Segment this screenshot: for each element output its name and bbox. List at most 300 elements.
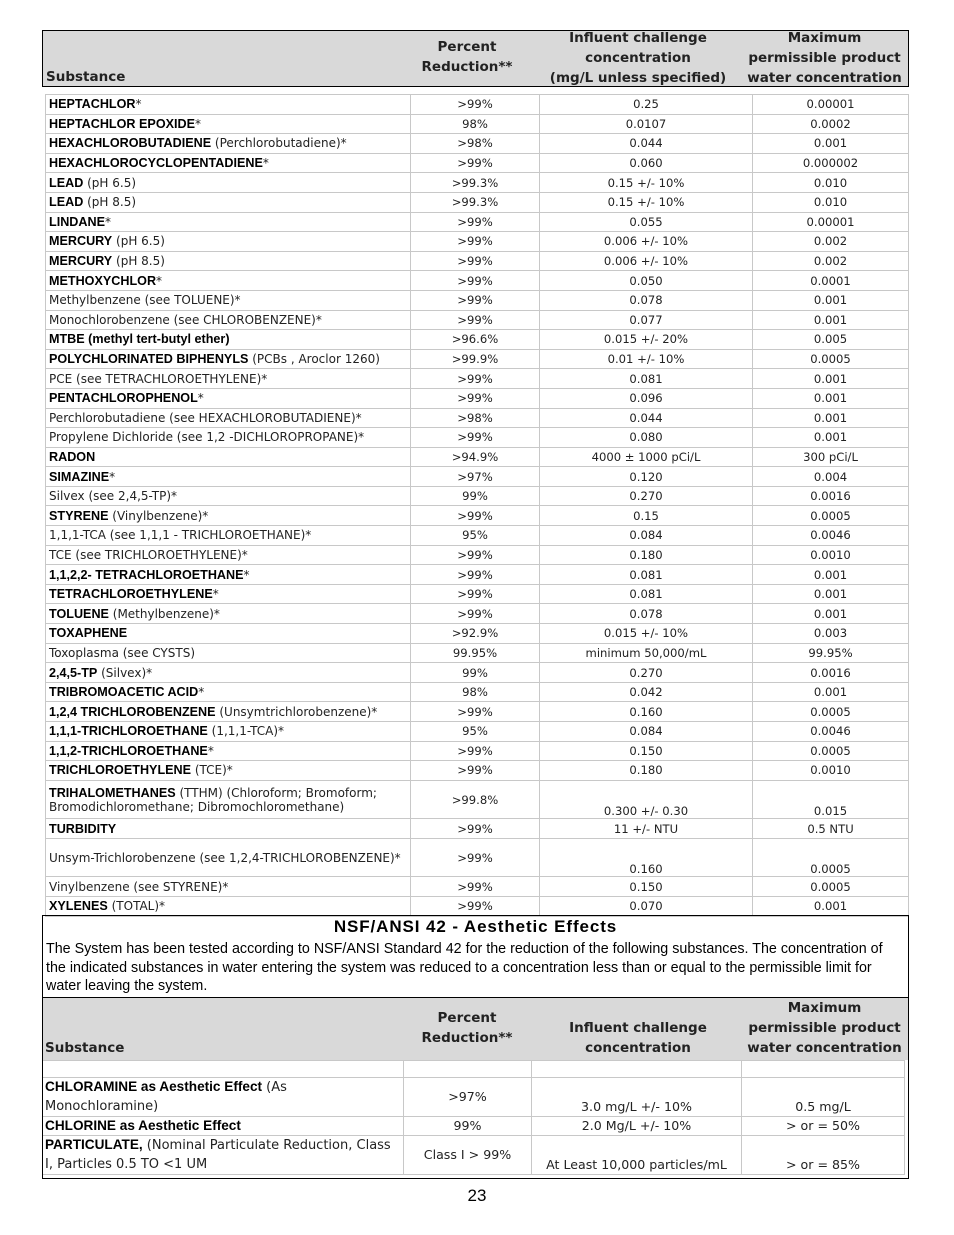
substance-cell xyxy=(46,682,411,702)
influent-cell: 0.080 xyxy=(540,428,753,448)
table-row xyxy=(46,761,909,781)
influent-cell: 0.077 xyxy=(540,310,753,330)
max-concentration-cell: 0.0005 xyxy=(753,349,909,369)
substance-cell xyxy=(46,330,411,350)
substance-name: HEPTACHLOR EPOXIDE xyxy=(49,116,196,131)
table-row xyxy=(46,643,909,663)
max-concentration-cell: 0.000002 xyxy=(753,153,909,173)
influent-cell: 0.084 xyxy=(540,526,753,546)
max-concentration-cell: 0.00001 xyxy=(753,95,909,115)
table-row xyxy=(46,722,909,742)
substance-name: 1,1,2,2- TETRACHLOROETHANE xyxy=(49,567,244,582)
substance-cell xyxy=(46,780,411,819)
table-row xyxy=(46,349,909,369)
max-concentration-cell: 0.00001 xyxy=(753,212,909,232)
substance-cell xyxy=(46,604,411,624)
max-concentration-cell: 0.001 xyxy=(753,134,909,154)
percent-reduction-cell: Class I > 99% xyxy=(404,1136,532,1175)
substance-name: TRICHLOROETHYLENE xyxy=(49,763,192,778)
substance-note: 1,1,1-TCA (see 1,1,1 - TRICHLOROETHANE)* xyxy=(49,528,312,543)
percent-reduction-cell: >99% xyxy=(411,232,540,252)
substance-cell xyxy=(46,565,411,585)
substance-name: TRIHALOMETHANES xyxy=(49,785,176,800)
influent-cell: 0.044 xyxy=(540,408,753,428)
percent-reduction-cell: >99% xyxy=(411,584,540,604)
percent-reduction-cell: 99% xyxy=(404,1117,532,1136)
percent-reduction-cell: >99% xyxy=(411,604,540,624)
table-row xyxy=(46,838,909,877)
table-row xyxy=(46,153,909,173)
table-row xyxy=(46,173,909,193)
table-row xyxy=(46,682,909,702)
influent-cell: 0.160 xyxy=(540,702,753,722)
empty-cell xyxy=(43,1061,404,1078)
substance-name: STYRENE xyxy=(49,508,109,523)
percent-reduction-cell: >99.8% xyxy=(411,780,540,819)
percent-reduction-cell: >99.9% xyxy=(411,349,540,369)
header2-influent-line1: Influent challenge xyxy=(569,1020,707,1036)
table-row xyxy=(46,702,909,722)
max-concentration-cell: 0.0016 xyxy=(753,663,909,683)
header2-percent xyxy=(407,1008,527,1048)
influent-cell: 0.006 +/- 10% xyxy=(540,251,753,271)
substance-note: (pH 8.5) xyxy=(112,254,165,269)
influent-cell: 0.050 xyxy=(540,271,753,291)
table-row xyxy=(46,192,909,212)
table-row xyxy=(46,310,909,330)
percent-reduction-cell: >99% xyxy=(411,251,540,271)
percent-reduction-cell: >98% xyxy=(411,134,540,154)
table-row xyxy=(46,251,909,271)
percent-reduction-cell: >99% xyxy=(411,369,540,389)
substance-note: Toxoplasma (see CYSTS) xyxy=(49,645,196,660)
percent-reduction-cell: >99% xyxy=(411,290,540,310)
substance-note: (pH 8.5) xyxy=(83,195,137,210)
influent-cell: 0.084 xyxy=(540,722,753,742)
percent-reduction-cell: 99% xyxy=(411,486,540,506)
header2-percent-line2: Reduction** xyxy=(421,1030,513,1046)
influent-cell: 0.015 +/- 10% xyxy=(540,624,753,644)
substance-note: Propylene Dichloride (see 1,2 -DICHLOROPROPANE)* xyxy=(49,430,365,445)
influent-cell: 0.01 +/- 10% xyxy=(540,349,753,369)
max-concentration-cell: 0.0010 xyxy=(753,545,909,565)
substance-cell xyxy=(46,232,411,252)
table1-header xyxy=(42,30,909,87)
substance-cell xyxy=(46,545,411,565)
table-row xyxy=(46,877,909,897)
percent-reduction-cell: >99% xyxy=(411,310,540,330)
percent-reduction-cell: >94.9% xyxy=(411,447,540,467)
percent-reduction-cell: >92.9% xyxy=(411,624,540,644)
substance-note: * xyxy=(135,97,142,112)
percent-reduction-cell: >97% xyxy=(411,467,540,487)
percent-reduction-cell: >99% xyxy=(411,565,540,585)
percent-reduction-cell: 99.95% xyxy=(411,643,540,663)
substance-name: TETRACHLOROETHYLENE xyxy=(49,587,213,602)
percent-reduction-cell: 98% xyxy=(411,682,540,702)
percent-reduction-cell: >96.6% xyxy=(411,330,540,350)
table-row xyxy=(46,584,909,604)
influent-cell: 2.0 Mg/L +/- 10% xyxy=(532,1117,742,1136)
substance-cell xyxy=(46,212,411,232)
table-row xyxy=(46,506,909,526)
substance-note: (Methylbenzene)* xyxy=(108,606,220,621)
substance-cell xyxy=(46,388,411,408)
max-concentration-cell: 0.002 xyxy=(753,232,909,252)
substance-note: * xyxy=(109,469,116,484)
substance-note: (Unsymtrichlorobenzene)* xyxy=(215,704,378,719)
substance-cell xyxy=(46,153,411,173)
percent-reduction-cell: >99% xyxy=(411,702,540,722)
percent-reduction-cell: >99% xyxy=(411,95,540,115)
substance-note: Methylbenzene (see TOLUENE)* xyxy=(49,293,241,308)
max-concentration-cell: 0.010 xyxy=(753,173,909,193)
max-concentration-cell: 0.001 xyxy=(753,565,909,585)
header2-maximum xyxy=(743,998,906,1058)
substance-cell xyxy=(46,95,411,115)
substance-note: (TTHM) (Chloroform; Bromoform; Bromodichloromethane; Dibromochloromethane) xyxy=(49,785,377,814)
substance-note: (Perchlorobutadiene)* xyxy=(211,136,347,151)
max-concentration-cell: 0.0010 xyxy=(753,761,909,781)
influent-cell: 0.081 xyxy=(540,584,753,604)
max-concentration-cell: 0.0046 xyxy=(753,722,909,742)
substance-cell xyxy=(46,819,411,839)
max-concentration-cell: 0.010 xyxy=(753,192,909,212)
substance-cell xyxy=(46,741,411,761)
substance-cell xyxy=(46,896,411,916)
substance-name: LINDANE xyxy=(49,214,105,229)
percent-reduction-cell: >99% xyxy=(411,388,540,408)
substance-note: TCE (see TRICHLOROETHYLENE)* xyxy=(49,547,248,562)
substance-name: CHLORAMINE as Aesthetic Effect xyxy=(45,1079,263,1094)
max-concentration-cell: 0.0005 xyxy=(753,702,909,722)
influent-cell: 0.15 xyxy=(540,506,753,526)
empty-cell xyxy=(404,1061,532,1078)
substance-name: METHOXYCHLOR xyxy=(49,273,157,288)
substance-note: (Vinylbenzene)* xyxy=(108,508,209,523)
table-row xyxy=(46,95,909,115)
influent-cell: 0.055 xyxy=(540,212,753,232)
substance-note: (TCE)* xyxy=(191,763,233,778)
substance-note: (As Monochloramine) xyxy=(45,1080,287,1114)
influent-cell: 0.25 xyxy=(540,95,753,115)
table-row xyxy=(46,604,909,624)
percent-reduction-cell: >99% xyxy=(411,153,540,173)
max-concentration-cell: 0.0005 xyxy=(753,741,909,761)
max-concentration-cell: > or = 85% xyxy=(742,1136,905,1175)
substance-note: Monochlorobenzene (see CHLOROBENZENE)* xyxy=(49,312,322,327)
percent-reduction-cell: >99% xyxy=(411,761,540,781)
header-influent-line3: (mg/L unless specified) xyxy=(549,70,727,86)
percent-reduction-cell: >99% xyxy=(411,877,540,897)
max-concentration-cell: 0.004 xyxy=(753,467,909,487)
substance-cell xyxy=(46,310,411,330)
aesthetic-effects-section xyxy=(42,915,909,998)
substance-name: MERCURY xyxy=(49,234,113,249)
max-concentration-cell: 0.001 xyxy=(753,408,909,428)
influent-cell: 4000 ± 1000 pCi/L xyxy=(540,447,753,467)
substance-name: MERCURY xyxy=(49,254,113,269)
influent-cell: 0.15 +/- 10% xyxy=(540,173,753,193)
influent-cell: 0.300 +/- 0.30 xyxy=(540,780,753,819)
substance-note: (pH 6.5) xyxy=(112,234,165,249)
table-row xyxy=(46,780,909,819)
substance-cell xyxy=(46,486,411,506)
header2-influent xyxy=(533,1018,743,1058)
header-maximum-line1: Maximum xyxy=(787,30,862,46)
max-concentration-cell: 0.001 xyxy=(753,682,909,702)
header2-maximum-line3: water concentration xyxy=(747,1040,902,1056)
header-substance: Substance xyxy=(46,69,126,85)
empty-cell xyxy=(742,1061,905,1078)
percent-reduction-cell: >98% xyxy=(411,408,540,428)
substance-note: Vinylbenzene (see STYRENE)* xyxy=(49,879,229,894)
substance-cell xyxy=(46,192,411,212)
substance-cell xyxy=(46,877,411,897)
substance-cell xyxy=(46,447,411,467)
substance-name: TOXAPHENE xyxy=(49,626,128,641)
contaminant-table xyxy=(45,94,909,917)
substance-note: * xyxy=(243,567,250,582)
percent-reduction-cell: >99% xyxy=(411,428,540,448)
substance-name: HEXACHLOROBUTADIENE xyxy=(49,136,212,151)
percent-reduction-cell: >97% xyxy=(404,1078,532,1117)
header2-influent-line2: concentration xyxy=(585,1040,691,1056)
influent-cell: 0.15 +/- 10% xyxy=(540,192,753,212)
influent-cell: 0.150 xyxy=(540,741,753,761)
percent-reduction-cell: >99% xyxy=(411,212,540,232)
table-row xyxy=(46,896,909,916)
influent-cell: 0.042 xyxy=(540,682,753,702)
percent-reduction-cell: >99% xyxy=(411,896,540,916)
max-concentration-cell: 0.001 xyxy=(753,896,909,916)
max-concentration-cell: 0.0005 xyxy=(753,506,909,526)
substance-name: MTBE (methyl tert-butyl ether) xyxy=(49,332,230,347)
influent-cell: 3.0 mg/L +/- 10% xyxy=(532,1078,742,1117)
substance-name: TOLUENE xyxy=(49,606,109,621)
substance-cell xyxy=(43,1117,404,1136)
table-row xyxy=(46,290,909,310)
influent-cell: 0.160 xyxy=(540,838,753,877)
substance-note: * xyxy=(262,156,269,171)
substance-name: TURBIDITY xyxy=(49,821,117,836)
header-percent xyxy=(421,37,513,77)
max-concentration-cell: 0.001 xyxy=(753,388,909,408)
table-row xyxy=(46,114,909,134)
substance-note: * xyxy=(197,391,204,406)
max-concentration-cell: 0.001 xyxy=(753,310,909,330)
substance-note: * xyxy=(212,587,219,602)
empty-cell xyxy=(532,1061,742,1078)
section-title: NSF/ANSI 42 - Aesthetic Effects xyxy=(333,917,618,936)
substance-cell xyxy=(46,251,411,271)
table-row xyxy=(46,526,909,546)
substance-cell xyxy=(46,467,411,487)
substance-note: (TOTAL)* xyxy=(107,899,166,914)
substance-name: 1,1,1-TRICHLOROETHANE xyxy=(49,724,208,739)
header-influent-line2: concentration xyxy=(585,50,691,66)
influent-cell: 0.270 xyxy=(540,663,753,683)
percent-reduction-cell: >99% xyxy=(411,741,540,761)
influent-cell: 0.180 xyxy=(540,761,753,781)
max-concentration-cell: 0.005 xyxy=(753,330,909,350)
max-concentration-cell: 0.001 xyxy=(753,428,909,448)
max-concentration-cell: > or = 50% xyxy=(742,1117,905,1136)
table-row xyxy=(46,134,909,154)
table-row xyxy=(46,271,909,291)
substance-name: LEAD xyxy=(49,175,84,190)
header2-maximum-line2: permissible product xyxy=(748,1020,901,1036)
max-concentration-cell: 0.5 NTU xyxy=(753,819,909,839)
table-row xyxy=(43,1078,905,1117)
header-influent xyxy=(538,28,738,88)
max-concentration-cell: 0.002 xyxy=(753,251,909,271)
header-maximum-line2: permissible product xyxy=(748,50,901,66)
substance-cell xyxy=(46,369,411,389)
substance-cell xyxy=(46,173,411,193)
table2-header xyxy=(42,998,909,1060)
table-row xyxy=(46,212,909,232)
table-row xyxy=(46,330,909,350)
substance-name: HEXACHLOROCYCLOPENTADIENE xyxy=(49,156,263,171)
table-row xyxy=(46,467,909,487)
substance-cell xyxy=(46,761,411,781)
table-row xyxy=(46,624,909,644)
max-concentration-cell: 300 pCi/L xyxy=(753,447,909,467)
table-row xyxy=(43,1136,905,1175)
substance-name: XYLENES xyxy=(49,899,108,914)
substance-name: TRIBROMOACETIC ACID xyxy=(49,685,199,700)
substance-cell xyxy=(46,290,411,310)
influent-cell: 0.044 xyxy=(540,134,753,154)
influent-cell: 0.015 +/- 20% xyxy=(540,330,753,350)
header-influent-line1: Influent challenge xyxy=(569,30,707,46)
percent-reduction-cell: 99% xyxy=(411,663,540,683)
substance-name: 1,1,2-TRICHLOROETHANE xyxy=(49,743,208,758)
influent-cell: 0.0107 xyxy=(540,114,753,134)
substance-cell xyxy=(46,134,411,154)
substance-cell xyxy=(46,526,411,546)
influent-cell: 0.081 xyxy=(540,369,753,389)
table-row xyxy=(46,447,909,467)
max-concentration-cell: 0.0001 xyxy=(753,271,909,291)
substance-name: RADON xyxy=(49,449,96,464)
max-concentration-cell: 0.001 xyxy=(753,290,909,310)
percent-reduction-cell: >99.3% xyxy=(411,192,540,212)
substance-note: * xyxy=(156,273,163,288)
percent-reduction-cell: >99.3% xyxy=(411,173,540,193)
substance-name: POLYCHLORINATED BIPHENYLS xyxy=(49,352,249,367)
influent-cell: 0.006 +/- 10% xyxy=(540,232,753,252)
influent-cell: 0.060 xyxy=(540,153,753,173)
table-row xyxy=(46,663,909,683)
substance-name: CHLORINE as Aesthetic Effect xyxy=(45,1118,241,1133)
table-row xyxy=(46,428,909,448)
substance-cell xyxy=(46,428,411,448)
max-concentration-cell: 0.001 xyxy=(753,604,909,624)
influent-cell: 0.120 xyxy=(540,467,753,487)
substance-note: * xyxy=(207,743,214,758)
substance-cell xyxy=(46,838,411,877)
influent-cell: 0.081 xyxy=(540,565,753,585)
percent-reduction-cell: 95% xyxy=(411,526,540,546)
influent-cell: 0.096 xyxy=(540,388,753,408)
substance-cell xyxy=(46,271,411,291)
percent-reduction-cell: >99% xyxy=(411,545,540,565)
table-row xyxy=(46,545,909,565)
max-concentration-cell: 0.001 xyxy=(753,369,909,389)
substance-name: HEPTACHLOR xyxy=(49,97,136,112)
percent-reduction-cell: >99% xyxy=(411,819,540,839)
substance-cell xyxy=(46,663,411,683)
substance-cell xyxy=(46,702,411,722)
max-concentration-cell: 0.0002 xyxy=(753,114,909,134)
substance-note: Silvex (see 2,4,5-TP)* xyxy=(49,489,177,504)
influent-cell: 0.180 xyxy=(540,545,753,565)
substance-note: (Nominal Particulate Reduction, Class I, Particles 0.5 TO <1 UM xyxy=(45,1138,391,1172)
substance-note: PCE (see TETRACHLOROETHYLENE)* xyxy=(49,371,268,386)
influent-cell: 0.078 xyxy=(540,290,753,310)
header2-substance: Substance xyxy=(45,1040,125,1056)
max-concentration-cell: 0.001 xyxy=(753,584,909,604)
substance-note: * xyxy=(104,214,111,229)
max-concentration-cell: 0.0005 xyxy=(753,877,909,897)
table-row xyxy=(46,232,909,252)
table-spacer-row xyxy=(43,1061,905,1078)
influent-cell: At Least 10,000 particles/mL xyxy=(532,1136,742,1175)
header-percent-line2: Reduction** xyxy=(421,59,513,75)
substance-note: * xyxy=(195,116,202,131)
max-concentration-cell: 0.0046 xyxy=(753,526,909,546)
table-row xyxy=(46,486,909,506)
substance-cell xyxy=(46,722,411,742)
header2-percent-line1: Percent xyxy=(437,1010,497,1026)
header-maximum-line3: water concentration xyxy=(747,70,902,86)
table-row xyxy=(46,408,909,428)
percent-reduction-cell: 98% xyxy=(411,114,540,134)
table-row xyxy=(46,741,909,761)
header2-maximum-line1: Maximum xyxy=(787,1000,862,1016)
substance-note: Unsym-Trichlorobenzene (see 1,2,4-TRICHLOROBENZENE)* xyxy=(49,850,401,865)
max-concentration-cell: 0.003 xyxy=(753,624,909,644)
substance-note: (1,1,1-TCA)* xyxy=(207,724,284,739)
substance-cell xyxy=(46,643,411,663)
influent-cell: 0.150 xyxy=(540,877,753,897)
substance-name: 1,2,4 TRICHLOROBENZENE xyxy=(49,704,216,719)
substance-cell xyxy=(46,584,411,604)
substance-cell xyxy=(46,349,411,369)
max-concentration-cell: 0.015 xyxy=(753,780,909,819)
table-row xyxy=(46,388,909,408)
table-row xyxy=(43,1117,905,1136)
max-concentration-cell: 99.95% xyxy=(753,643,909,663)
header-maximum xyxy=(743,28,906,88)
percent-reduction-cell: >99% xyxy=(411,271,540,291)
influent-cell: 0.078 xyxy=(540,604,753,624)
substance-cell xyxy=(46,114,411,134)
substance-name: 2,4,5-TP xyxy=(49,665,98,680)
header-percent-line1: Percent xyxy=(437,39,497,55)
influent-cell: minimum 50,000/mL xyxy=(540,643,753,663)
substance-note: (pH 6.5) xyxy=(83,175,137,190)
aesthetic-table xyxy=(42,1060,905,1175)
substance-name: LEAD xyxy=(49,195,84,210)
table-row xyxy=(46,819,909,839)
substance-note: (PCBs , Aroclor 1260) xyxy=(248,352,380,367)
influent-cell: 0.070 xyxy=(540,896,753,916)
substance-note: Perchlorobutadiene (see HEXACHLOROBUTADIENE)* xyxy=(49,410,362,425)
substance-name: PARTICULATE, xyxy=(45,1137,143,1152)
